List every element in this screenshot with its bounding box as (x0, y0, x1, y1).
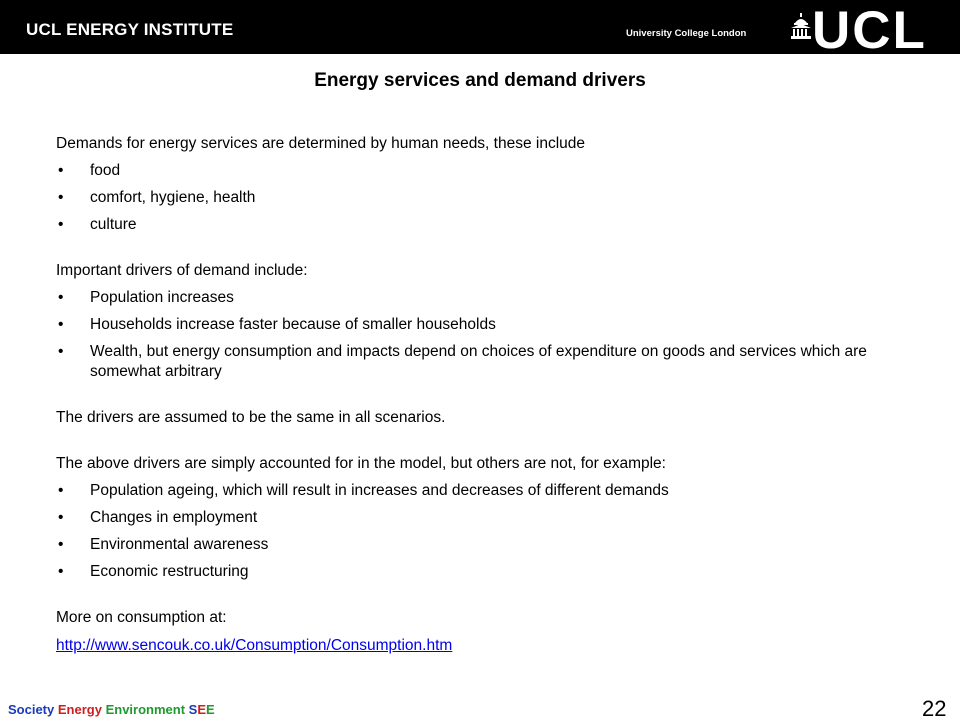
needs-intro: Demands for energy services are determined by human needs, these include (56, 135, 586, 152)
footer-energy: Energy (57, 702, 102, 717)
others-list (56, 481, 906, 582)
list-item: • Changes in employment (56, 508, 906, 528)
list-item: • culture (56, 215, 906, 235)
footer-society: Society (8, 702, 55, 717)
footer-acronym-e1: E (197, 702, 207, 717)
university-name: University College London (626, 28, 747, 39)
footer-tagline (8, 702, 215, 717)
institute-name: UCL ENERGY INSTITUTE (26, 20, 234, 39)
list-item: • comfort, hygiene, health (56, 188, 906, 208)
drivers-list (56, 288, 906, 382)
list-item: • Wealth, but energy consumption and impacts depend on choices of expenditure on goods and services which are somewhat arbitrary (56, 342, 906, 382)
list-item: • Economic restructuring (56, 562, 906, 582)
list-item: • Population ageing, which will result in increases and decreases of different demands (56, 481, 906, 501)
header-bar (0, 0, 960, 60)
footer-acronym (189, 702, 215, 717)
page-number: 22 (922, 696, 947, 721)
consumption-link[interactable]: http://www.sencouk.co.uk/Consumption/Consumption.htm (56, 637, 453, 654)
slide-title: Energy services and demand drivers (314, 70, 646, 91)
assumption-text: The drivers are assumed to be the same in all scenarios. (56, 409, 446, 426)
ucl-logo (788, 1, 938, 60)
slide-body (56, 134, 906, 656)
list-item: • Population increases (56, 288, 906, 308)
footer-environment: Environment (105, 702, 186, 717)
list-item: • food (56, 161, 906, 181)
footer-acronym-e2: E (206, 702, 215, 717)
list-item: • Environmental awareness (56, 535, 906, 555)
more-label: More on consumption at: (56, 609, 227, 626)
ucl-logo-text: UCL (812, 1, 927, 60)
portico-icon (790, 13, 812, 41)
drivers-intro: Important drivers of demand include: (56, 262, 308, 279)
others-intro: The above drivers are simply accounted for in the model, but others are not, for example: (56, 455, 666, 472)
list-item: • Households increase faster because of smaller households (56, 315, 906, 335)
footer-acronym-s: S (188, 702, 198, 717)
needs-list (56, 161, 906, 235)
